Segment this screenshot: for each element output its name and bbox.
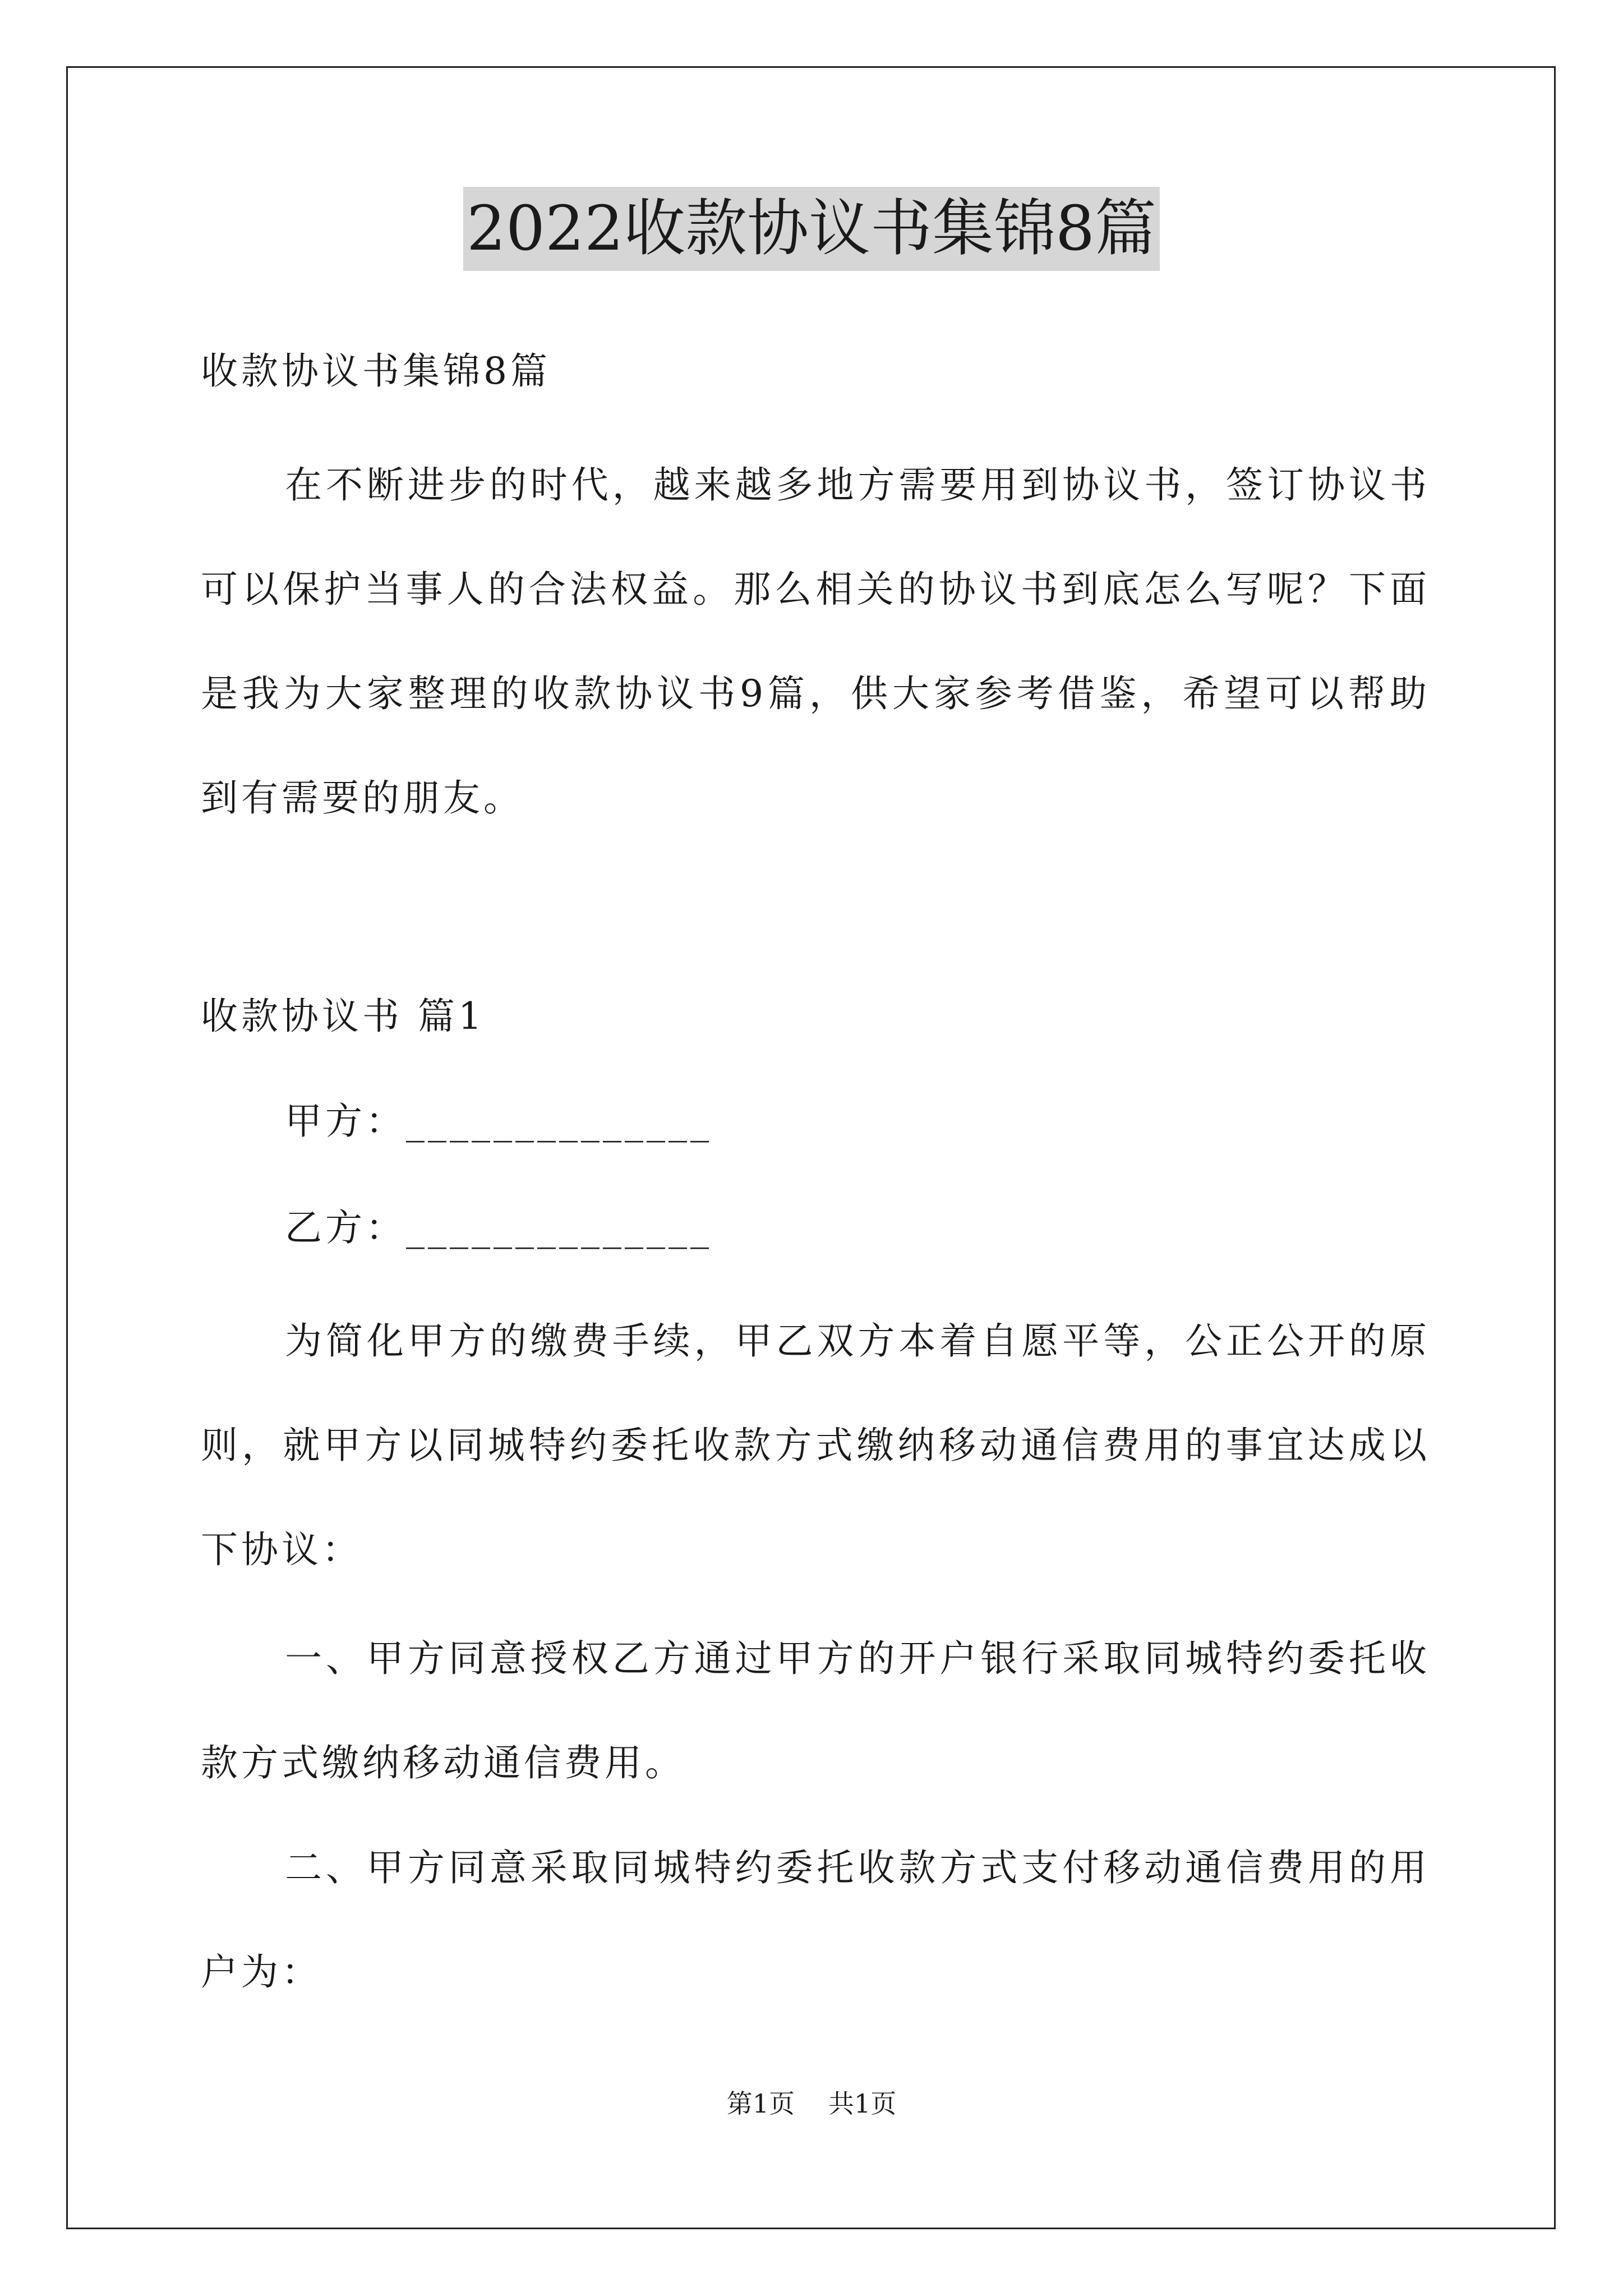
- page-number-current: 第1页: [726, 2088, 795, 2119]
- section-heading: 收款协议书 篇1: [201, 995, 485, 1038]
- title-text: 2022收款协议书集锦8篇: [463, 187, 1160, 271]
- page-footer: [0, 2088, 1623, 2119]
- party-a-line: 甲方：______________: [285, 1099, 712, 1143]
- preamble-paragraph: 为简化甲方的缴费手续，甲乙双方本着自愿平等，公正公开的原则，就甲方以同城特约委托收款方式缴纳移动通信费用的事宜达成以下协议：: [201, 1319, 1430, 1571]
- page-number-total: 共1页: [828, 2088, 897, 2119]
- document-subtitle: 收款协议书集锦8篇: [201, 349, 551, 393]
- clause-1-paragraph: 一、甲方同意授权乙方通过甲方的开户银行采取同城特约委托收款方式缴纳移动通信费用。: [201, 1637, 1430, 1784]
- party-b-line: 乙方：______________: [285, 1206, 712, 1249]
- clause-2-paragraph: 二、甲方同意采取同城特约委托收款方式支付移动通信费用的用户为：: [201, 1846, 1430, 1994]
- document-title: [0, 192, 1623, 264]
- intro-paragraph: 在不断进步的时代，越来越多地方需要用到协议书，签订协议书可以保护当事人的合法权益。那么相关的协议书到底怎么写呢？下面是我为大家整理的收款协议书9篇，供大家参考借鉴，希望可以帮助到有需要的朋友。: [201, 463, 1430, 820]
